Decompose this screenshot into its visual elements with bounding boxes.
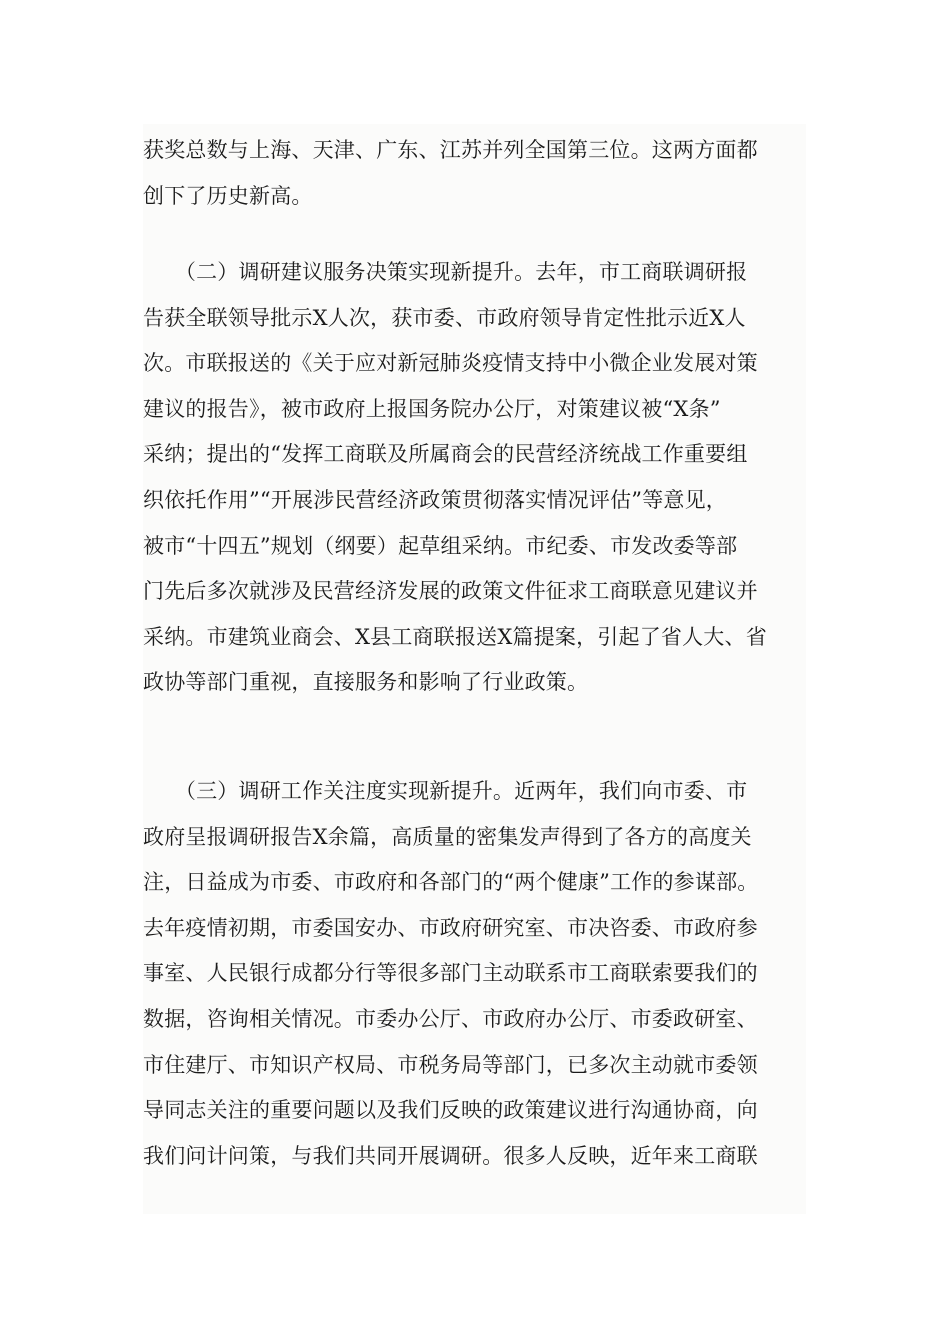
text-line: 政协等部门重视，直接服务和影响了行业政策。 (143, 670, 589, 695)
paragraph-1 (143, 128, 823, 219)
text-line: 次。市联报送的《关于应对新冠肺炎疫情支持中小微企业发展对策 (143, 351, 758, 376)
text-line: 织依托作用”“开展涉民营经济政策贯彻落实情况评估”等意见， (143, 487, 728, 512)
text-line: 数据，咨询相关情况。市委办公厅、市政府办公厅、市委政研室、 (143, 1006, 758, 1031)
text-line: （三）调研工作关注度实现新提升。近两年，我们向市委、市 (143, 779, 748, 803)
text-line: 导同志关注的重要问题以及我们反映的政策建议进行沟通协商，向 (143, 1098, 758, 1123)
text-line: 采纳；提出的“发挥工商联及所属商会的民营经济统战工作重要组 (143, 442, 748, 467)
text-line: 被市“十四五”规划（纲要）起草组采纳。市纪委、市发改委等部 (143, 533, 738, 558)
text-line: 去年疫情初期，市委国安办、市政府研究室、市决咨委、市政府参 (143, 915, 758, 940)
text-line: 获奖总数与上海、天津、广东、江苏并列全国第三位。这两方面都 (143, 138, 758, 162)
text-line: 事室、人民银行成都分行等很多部门主动联系市工商联索要我们的 (143, 961, 758, 986)
text-line: 市住建厅、市知识产权局、市税务局等部门，已多次主动就市委领 (143, 1052, 758, 1077)
text-line: 创下了历史新高。 (143, 183, 313, 208)
paragraph-2 (143, 250, 823, 706)
text-line: 门先后多次就涉及民营经济发展的政策文件征求工商联意见建议并 (143, 579, 758, 604)
text-line: 采纳。市建筑业商会、Ⅹ县工商联报送Ⅹ篇提案，引起了省人大、省 (143, 624, 767, 649)
text-line: （二）调研建议服务决策实现新提升。去年，市工商联调研报 (143, 260, 748, 284)
text-line: 告获全联领导批示Ⅹ人次，获市委、市政府领导肯定性批示近Ⅹ人 (143, 305, 746, 330)
text-line: 注，日益成为市委、市政府和各部门的“两个健康”工作的参谋部。 (143, 870, 759, 895)
text-line: 建议的报告》，被市政府上报国务院办公厅，对策建议被“Ⅹ条” (143, 396, 721, 421)
text-line: 政府呈报调研报告Ⅹ余篇，高质量的密集发声得到了各方的高度关 (143, 824, 752, 849)
text-line: 我们问计问策，与我们共同开展调研。很多人反映，近年来工商联 (143, 1143, 758, 1168)
paragraph-3 (143, 769, 823, 1179)
